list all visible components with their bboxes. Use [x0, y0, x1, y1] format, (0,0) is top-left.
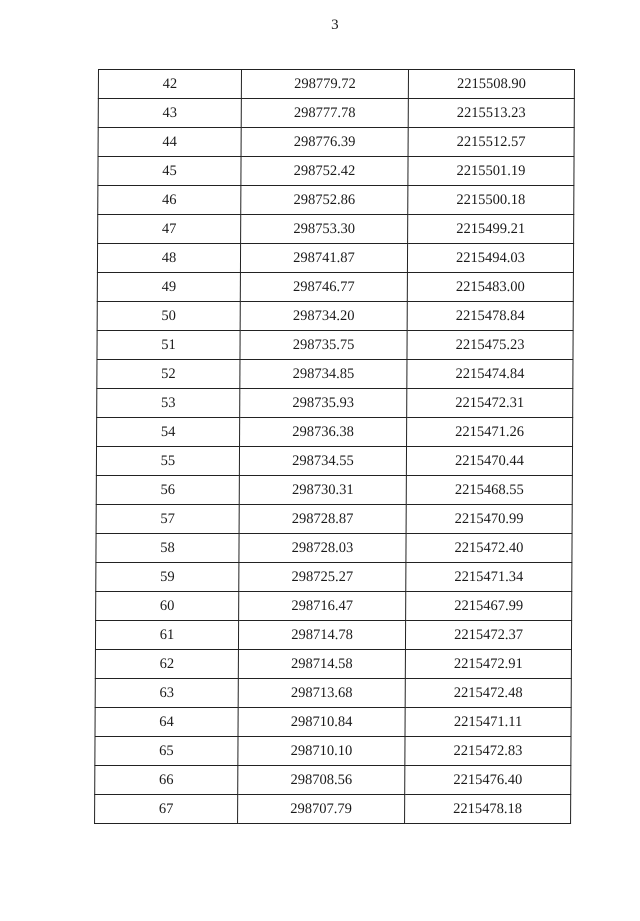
point-number-cell: 42 [98, 70, 241, 99]
point-number-cell: 59 [96, 563, 239, 592]
x-coordinate-cell: 298707.79 [238, 795, 405, 824]
y-coordinate-cell: 2215471.26 [407, 418, 573, 447]
x-coordinate-cell: 298708.56 [238, 766, 405, 795]
y-coordinate-cell: 2215501.19 [408, 157, 574, 186]
point-number-cell: 45 [98, 157, 241, 186]
x-coordinate-cell: 298741.87 [240, 244, 407, 273]
x-coordinate-cell: 298728.87 [239, 505, 406, 534]
point-number-cell: 57 [96, 505, 239, 534]
table-row [97, 418, 573, 447]
y-coordinate-cell: 2215470.99 [406, 505, 572, 534]
point-number-cell: 43 [98, 99, 241, 128]
table-row [96, 447, 572, 476]
table-row [97, 302, 573, 331]
y-coordinate-cell: 2215467.99 [406, 592, 572, 621]
y-coordinate-cell: 2215470.44 [406, 447, 572, 476]
point-number-cell: 64 [95, 708, 238, 737]
table-row [97, 273, 573, 302]
point-number-cell: 63 [95, 679, 238, 708]
table-row [98, 186, 574, 215]
point-number-cell: 46 [98, 186, 241, 215]
table-row [95, 708, 571, 737]
x-coordinate-cell: 298734.85 [240, 360, 407, 389]
table-row [95, 737, 571, 766]
point-number-cell: 47 [98, 215, 241, 244]
y-coordinate-cell: 2215472.48 [405, 679, 571, 708]
page-number: 3 [331, 17, 339, 33]
y-coordinate-cell: 2215512.57 [408, 128, 574, 157]
y-coordinate-cell: 2215472.40 [406, 534, 572, 563]
table-row [98, 157, 574, 186]
table-row [98, 70, 574, 99]
table-row [97, 360, 573, 389]
x-coordinate-cell: 298735.93 [240, 389, 407, 418]
coordinates-table [94, 69, 575, 824]
point-number-cell: 48 [97, 244, 240, 273]
point-number-cell: 67 [95, 795, 238, 824]
x-coordinate-cell: 298752.86 [241, 186, 408, 215]
y-coordinate-cell: 2215478.84 [407, 302, 573, 331]
x-coordinate-cell: 298752.42 [241, 157, 408, 186]
y-coordinate-cell: 2215472.83 [405, 737, 571, 766]
y-coordinate-cell: 2215472.37 [405, 621, 571, 650]
table-row [96, 534, 572, 563]
y-coordinate-cell: 2215468.55 [406, 476, 572, 505]
y-coordinate-cell: 2215513.23 [408, 99, 574, 128]
x-coordinate-cell: 298714.58 [238, 650, 405, 679]
table-row [95, 650, 571, 679]
table-row [98, 99, 574, 128]
table-row [96, 476, 572, 505]
y-coordinate-cell: 2215494.03 [407, 244, 573, 273]
table-row [95, 621, 571, 650]
y-coordinate-cell: 2215508.90 [408, 70, 574, 99]
y-coordinate-cell: 2215471.34 [406, 563, 572, 592]
point-number-cell: 58 [96, 534, 239, 563]
y-coordinate-cell: 2215483.00 [407, 273, 573, 302]
table-row [95, 766, 571, 795]
y-coordinate-cell: 2215476.40 [405, 766, 571, 795]
point-number-cell: 56 [96, 476, 239, 505]
table-body [95, 70, 575, 824]
point-number-cell: 62 [95, 650, 238, 679]
table-row [96, 563, 572, 592]
y-coordinate-cell: 2215471.11 [405, 708, 571, 737]
point-number-cell: 55 [96, 447, 239, 476]
x-coordinate-cell: 298714.78 [238, 621, 405, 650]
x-coordinate-cell: 298716.47 [239, 592, 406, 621]
table-row [98, 128, 574, 157]
point-number-cell: 61 [95, 621, 238, 650]
x-coordinate-cell: 298736.38 [240, 418, 407, 447]
table-row [97, 389, 573, 418]
point-number-cell: 52 [97, 360, 240, 389]
point-number-cell: 60 [96, 592, 239, 621]
x-coordinate-cell: 298779.72 [241, 70, 408, 99]
x-coordinate-cell: 298735.75 [240, 331, 407, 360]
table-row [96, 505, 572, 534]
point-number-cell: 53 [97, 389, 240, 418]
x-coordinate-cell: 298710.10 [238, 737, 405, 766]
table-row [97, 331, 573, 360]
x-coordinate-cell: 298753.30 [241, 215, 408, 244]
point-number-cell: 65 [95, 737, 238, 766]
x-coordinate-cell: 298734.20 [240, 302, 407, 331]
y-coordinate-cell: 2215472.31 [407, 389, 573, 418]
x-coordinate-cell: 298746.77 [240, 273, 407, 302]
table-row [98, 215, 574, 244]
table-row [95, 795, 571, 824]
point-number-cell: 50 [97, 302, 240, 331]
x-coordinate-cell: 298734.55 [239, 447, 406, 476]
x-coordinate-cell: 298710.84 [238, 708, 405, 737]
y-coordinate-cell: 2215500.18 [408, 186, 574, 215]
y-coordinate-cell: 2215478.18 [405, 795, 571, 824]
table-row [96, 592, 572, 621]
point-number-cell: 66 [95, 766, 238, 795]
y-coordinate-cell: 2215472.91 [405, 650, 571, 679]
x-coordinate-cell: 298728.03 [239, 534, 406, 563]
y-coordinate-cell: 2215499.21 [408, 215, 574, 244]
point-number-cell: 44 [98, 128, 241, 157]
y-coordinate-cell: 2215475.23 [407, 331, 573, 360]
y-coordinate-cell: 2215474.84 [407, 360, 573, 389]
table-row [97, 244, 573, 273]
point-number-cell: 51 [97, 331, 240, 360]
x-coordinate-cell: 298777.78 [241, 99, 408, 128]
point-number-cell: 49 [97, 273, 240, 302]
x-coordinate-cell: 298776.39 [241, 128, 408, 157]
table-row [95, 679, 571, 708]
x-coordinate-cell: 298730.31 [239, 476, 406, 505]
point-number-cell: 54 [97, 418, 240, 447]
x-coordinate-cell: 298713.68 [238, 679, 405, 708]
x-coordinate-cell: 298725.27 [239, 563, 406, 592]
